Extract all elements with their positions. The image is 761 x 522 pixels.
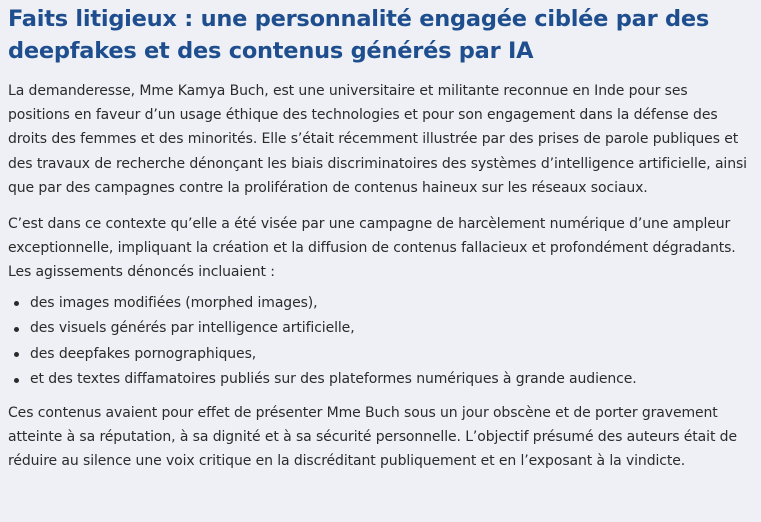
list-item (8, 316, 747, 342)
paragraph-background: La demanderesse, Mme Kamya Buch, est une universitaire et militante reconnue en Inde pour ses positions en faveur d’un usage éthique des technologies et pour son engagement dans la défense des droits des femmes et des minorités. Elle s’était récemment illustrée par des prises de parole publiques et des travaux de recherche dénonçant les biais discriminatoires des systèmes d’intelligence artificielle, ainsi que par des campagnes contre la prolifération de contenus haineux sur les réseaux sociaux. (8, 83, 747, 196)
list-item-text: des images modifiées (morphed images), (30, 294, 318, 311)
bullet-icon (14, 378, 19, 383)
list-item-text: des visuels générés par intelligence artificielle, (30, 320, 355, 337)
list-item-text: et des textes diffamatoires publiés sur des plateformes numériques à grande audience. (30, 371, 637, 388)
acts-list (8, 291, 747, 393)
list-item-text: des deepfakes pornographiques, (30, 345, 257, 362)
bullet-icon (14, 352, 19, 357)
bullet-icon (14, 327, 19, 332)
bullet-icon (14, 301, 19, 306)
paragraph-consequences: Ces contenus avaient pour effet de présenter Mme Buch sous un jour obscène et de porter gravement atteinte à sa réputation, à sa dignité et à sa sécurité personnelle. L’objectif présumé des auteurs était de réduire au silence une voix critique en la discréditant publiquement et en l’exposant à la vindicte. (8, 405, 737, 470)
list-item (8, 342, 747, 368)
paragraph-context: C’est dans ce contexte qu’elle a été visée par une campagne de harcèlement numérique d’une ampleur exceptionnelle, impliquant la création et la diffusion de contenus fallacieux et profondément dégradants. Les agissements dénoncés incluaient : (8, 216, 736, 281)
article-title: Faits litigieux : une personnalité engagée ciblée par des deepfakes et des contenus générés par IA (8, 6, 710, 64)
list-item (8, 291, 747, 317)
list-item (8, 367, 747, 393)
